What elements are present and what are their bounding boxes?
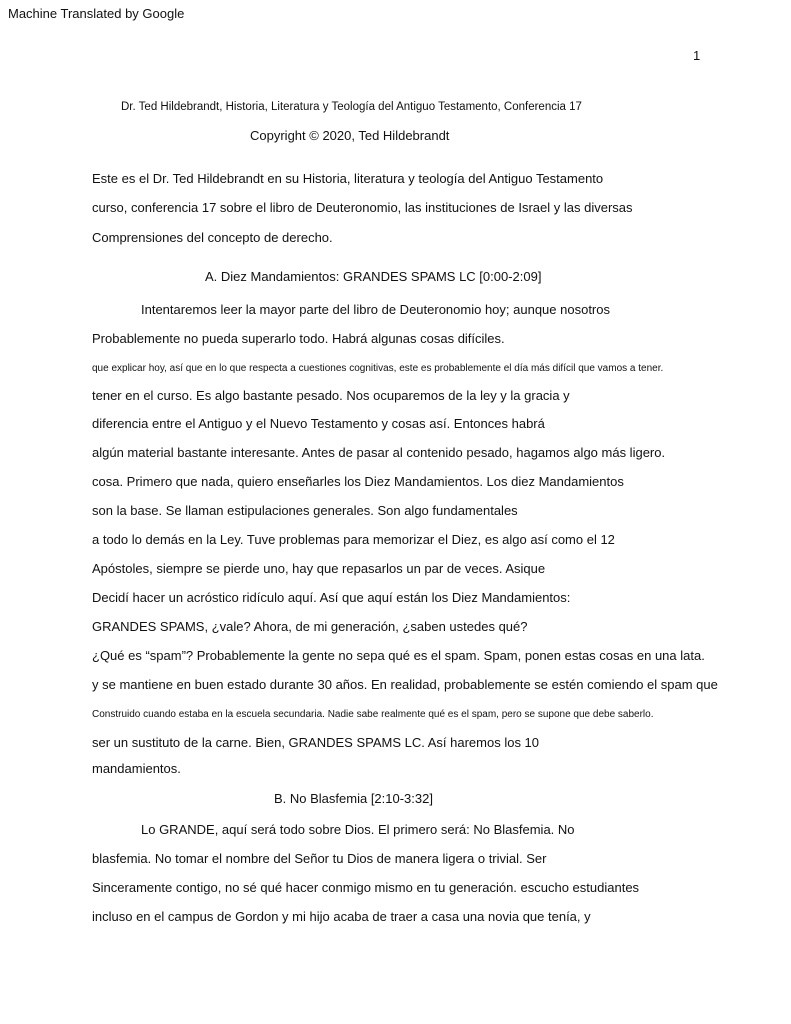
body-line: Lo GRANDE, aquí será todo sobre Dios. El primero será: No Blasfemia. No: [141, 822, 575, 837]
body-line: GRANDES SPAMS, ¿vale? Ahora, de mi generación, ¿saben ustedes qué?: [92, 619, 528, 634]
body-line: cosa. Primero que nada, quiero enseñarles los Diez Mandamientos. Los diez Mandamientos: [92, 474, 624, 489]
body-line: que explicar hoy, así que en lo que respecta a cuestiones cognitivas, este es probablemente el día más difícil que vamos a tener.: [92, 363, 664, 374]
intro-line: curso, conferencia 17 sobre el libro de Deuteronomio, las instituciones de Israel y las diversas: [92, 200, 633, 215]
body-line: algún material bastante interesante. Antes de pasar al contenido pesado, hagamos algo más ligero.: [92, 445, 666, 460]
copyright-line: Copyright © 2020, Ted Hildebrandt: [250, 128, 450, 143]
body-line: Sinceramente contigo, no sé qué hacer conmigo mismo en tu generación. escucho estudiantes: [92, 880, 640, 895]
body-line: Construido cuando estaba en la escuela secundaria. Nadie sabe realmente qué es el spam, pero se supone que debe saberlo.: [92, 709, 654, 720]
body-line: a todo lo demás en la Ley. Tuve problemas para memorizar el Diez, es algo así como el 12: [92, 532, 615, 547]
body-line: ¿Qué es “spam”? Probablemente la gente no sepa qué es el spam. Spam, ponen estas cosas en una lata.: [92, 648, 705, 663]
body-line: Probablemente no pueda superarlo todo. Habrá algunas cosas difíciles.: [92, 331, 505, 346]
page-number: 1: [693, 48, 701, 63]
machine-translation-banner: Machine Translated by Google: [8, 6, 185, 21]
body-line: son la base. Se llaman estipulaciones generales. Son algo fundamentales: [92, 503, 518, 518]
body-line: Decidí hacer un acróstico ridículo aquí. Así que aquí están los Diez Mandamientos:: [92, 590, 571, 605]
body-line: ser un sustituto de la carne. Bien, GRANDES SPAMS LC. Así haremos los 10: [92, 735, 540, 750]
body-line: incluso en el campus de Gordon y mi hijo acaba de traer a casa una novia que tenía, y: [92, 909, 591, 924]
body-line: Intentaremos leer la mayor parte del libro de Deuteronomio hoy; aunque nosotros: [141, 302, 610, 317]
body-line: y se mantiene en buen estado durante 30 años. En realidad, probablemente se estén comiendo el spam que: [92, 677, 718, 692]
document-header: Dr. Ted Hildebrandt, Historia, Literatura y Teología del Antiguo Testamento, Conferencia 17: [121, 101, 582, 113]
intro-line: Comprensiones del concepto de derecho.: [92, 230, 333, 245]
section-a-heading: A. Diez Mandamientos: GRANDES SPAMS LC [0:00-2:09]: [205, 269, 542, 284]
section-b-heading: B. No Blasfemia [2:10-3:32]: [274, 791, 433, 806]
body-line: mandamientos.: [92, 761, 181, 776]
body-line: blasfemia. No tomar el nombre del Señor tu Dios de manera ligera o trivial. Ser: [92, 851, 547, 866]
body-line: diferencia entre el Antiguo y el Nuevo Testamento y cosas así. Entonces habrá: [92, 416, 545, 431]
intro-line: Este es el Dr. Ted Hildebrandt en su Historia, literatura y teología del Antiguo Testamento: [92, 171, 604, 186]
body-line: Apóstoles, siempre se pierde uno, hay que repasarlos un par de veces. Asique: [92, 561, 546, 576]
body-line: tener en el curso. Es algo bastante pesado. Nos ocuparemos de la ley y la gracia y: [92, 388, 570, 403]
